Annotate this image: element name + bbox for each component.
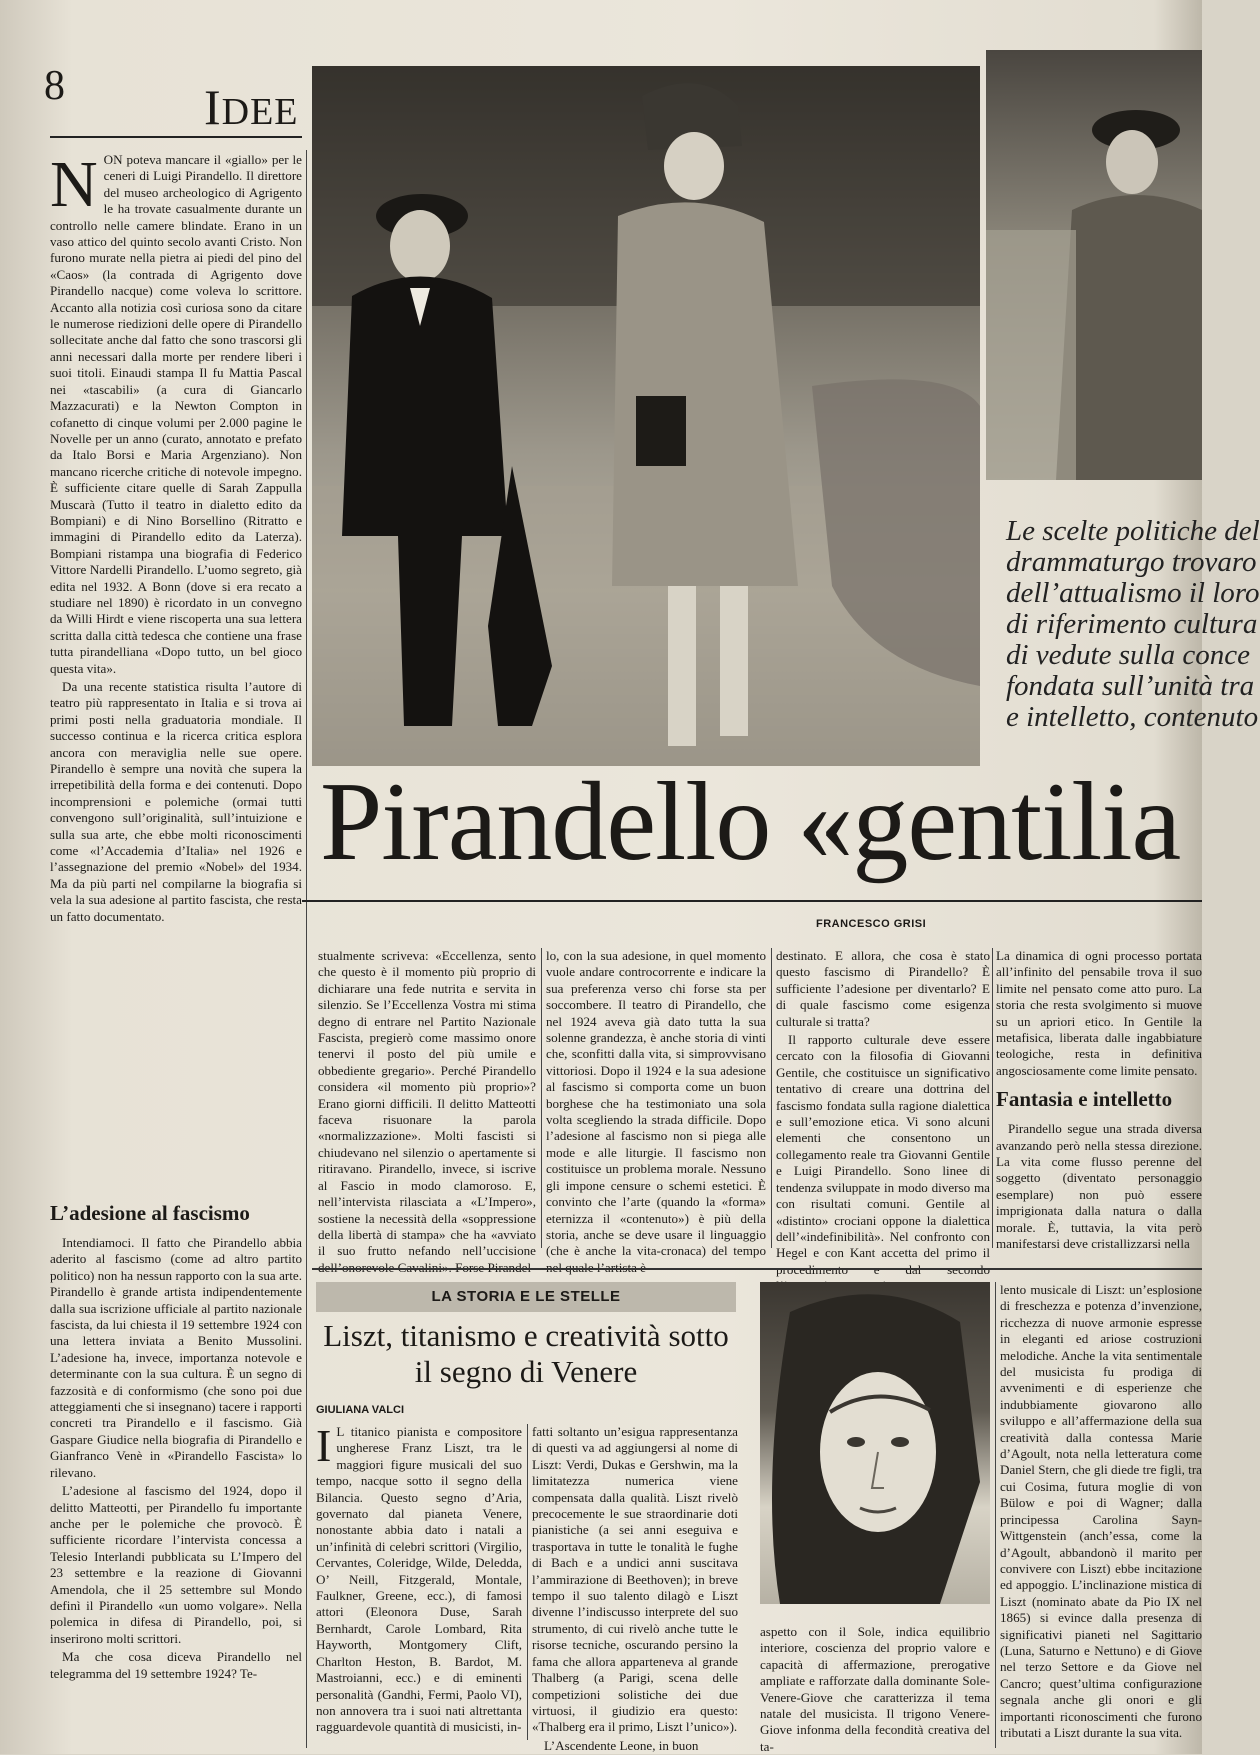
pull-quote-line: fondata sull’unità tra: [1006, 670, 1255, 702]
header-rule: [50, 136, 302, 138]
dropcap: N: [50, 148, 98, 221]
sidebar-kicker: LA STORIA E LE STELLE: [316, 1282, 736, 1312]
photo-illustration: [312, 66, 980, 766]
paragraph: La dinamica di ogni processo portata all’infinito del pensabile trova il suo limite nel pensato come atto puro. La storia che resta svolgimento si muove su un apriori etico. In Gentile la metafisica, liberata dalle ingabbiature teologiche, resta in definitiva angosciosamente come limite pensato.: [996, 948, 1202, 1078]
paragraph: destinato. E allora, che cosa è stato questo fascismo di Pirandello? È sufficiente l’adesione per diventarlo? E di quale fascismo come esigenza culturale si tratta?: [776, 948, 990, 1029]
paragraph: L titanico pianista e compositore ungherese Franz Liszt, tra le maggiori figure musicali del suo tempo, nacque sotto il segno della Bilancia. Questo segno d’Aria, governato dal pianeta Venere, nonostante abbia dato i natali a un’infinità di celebri scrittori (Virgilio, Cervantes, Coleridge, Wilde, Deledda, O’ Neill, Fitzgerald, Montale, Faulkner, Greene, ecc.), di famosi attori (Eleonora Duse, Sarah Bernhardt, Carole Lombard, Rita Hayworth, Montgomery Clift, Charlton Heston, B. Bardot, M. Mastroianni, ecc.) e di eminenti personalità (Gandhi, Fermi, Paolo VI), non annovera tra i suoi nati altrettanta ragguardevole quantità di musicisti, in-: [316, 1424, 522, 1735]
pull-quote-line: di vedute sulla conce: [1006, 639, 1250, 671]
sidebar-column-3: [760, 1624, 990, 1754]
sidebar-column-4: [1000, 1282, 1202, 1752]
pull-quote: [1006, 515, 1260, 733]
sidebar-title: Liszt, titanismo e creatività sotto il segno di Venere: [323, 1318, 729, 1389]
article-column-a: [318, 948, 536, 1259]
headline: Pirandello «gentilia: [320, 760, 1181, 884]
column-divider: [527, 1424, 528, 1740]
article-column-1: [50, 148, 302, 1200]
section-initial: I: [204, 79, 222, 135]
column-divider: [771, 948, 772, 1248]
column-divider: [541, 948, 542, 1248]
column-divider: [995, 1282, 996, 1748]
pull-quote-line: di riferimento cultura: [1006, 608, 1258, 640]
paragraph: Da una recente statistica risulta l’autore di teatro più rappresentato in Italia e si trova ai primi posti nella graduatoria mondiale. Il successo continua e la ricerca critica esplora ancora con meraviglia nelle sue opere. Pirandello è sempre una novità che supera la irrepetibilità della forma e dei contenuti. Dopo incomprensioni e polemiche (ormai tutti convengono sull’originalità, sull’intuizione e sulla sua arte, che ebbe molti riconoscimenti come «l’Accademia d’Italia» nel 1926 e l’assegnazione del premio «Nobel» del 1934. Ma da più parti nel compilarne la biografia si vela la sua adesione al partito fascista, che resta un fatto documentato.: [50, 679, 302, 924]
sidebar-column-1: [316, 1420, 522, 1740]
article-column-b: [546, 948, 766, 1259]
article-column-d: [996, 948, 1202, 1252]
paragraph: Il rapporto culturale deve essere cercato con la filosofia di Giovanni Gentile, che costituisce un significativo tentativo di creare una dottrina del fascismo fondata sulla ragione dialettica e sull’emozione etica. Vi sono alcuni elementi che consentono un collegamento reale tra Giovanni Gentile e Luigi Pirandello. Sono linee di tendenza sviluppate in modo diverso ma con risultati comuni. Gentile al «distinto» crociani oppone la dialettica dell’«indefinibilità». Nel confronto con Hegel e con Kant accetta del primo il: [776, 1032, 990, 1261]
paragraph: lo, con la sua adesione, in quel momento vuole andare controcorrente e indicare la sua preferenza verso chi forse sta per soccombere. Il teatro di Pirandello, che nel 1924 aveva già dato tutta la sua solenne grandezza, è anche storia di vinti che, sconfitti dalla vita, si simprovvisano vittoriosi. Dopo il 1924 e la sua adesione al fascismo si comporta come un buon borghese che ha testimoniato una sola volta scegliendo la strada difficile. Dopo l’adesione al fascismo non si piega alle mode e alle liturgie. Il fascismo non costituisce un problema morale. Nessuno gli impone censure o schemi estetici. È convinto che l’arte (quando la «forma» eternizza il «contenuto») è più della storia, anche se deve usare il linguaggio (che è anche la vita-cronaca) del tempo: [546, 948, 766, 1259]
page-number: 8: [44, 63, 65, 109]
pull-quote-line: dell’attualismo il loro: [1006, 577, 1260, 609]
article-column-c: [776, 948, 990, 1261]
subheading: Fantasia e intelletto: [996, 1087, 1173, 1112]
photo-pirandello-portrait: [986, 50, 1202, 480]
paragraph: Intendiamoci. Il fatto che Pirandello abbia aderito al fascismo (come ad altro partito politico) non ha nessun rapporto con la sua arte. Pirandello è grande artista indipendentemente dalla sua iscrizione ufficiale al partito nazionale fascista, da lui chiesta il 19 settembre 1924 con una lettera inviata a Benito Mussolini. L’adesione ha, invece, importanza notevole e determinante con la sua cultura. È un segno di fazzosità e di conformismo (che sono poi due atteggiamenti che si insegnano) tacere i rapporti concreti tra Pirandello e il fascismo. Già Gaspare Giudice nella biografia di Pirandello e Gianfranco Venè in «Pirandello Fascista» lo rilevano.: [50, 1235, 302, 1480]
sidebar-column-2: [532, 1424, 738, 1753]
sidebar-byline: GIULIANA VALCI: [316, 1404, 404, 1416]
photo-illustration: [986, 50, 1202, 480]
paragraph: lento musicale di Liszt: un’esplosione di freschezza e potenza d’invenzione, ricchezza di nuove armonie espresse in eleganti ed ariose costruzioni melodiche. Anche la vita sentimentale del musicista fu prodiga di avvenimenti e di esperienze che indubbiamente giovarono allo sviluppo e all’affermazione della sua creatività dalla contessa Marie d’Agoult, nota nella letteratura come Daniel Stern, che gli diede tre figli, tra cui Cosima, futura moglie di von Bülow e poi di Wagner; dalla principessa Carolina Sayn-Wittgenstein (anch’essa, come la d’Agoult, abbandonò il marito per convivere con Liszt) ebbe incitazione ed appoggio. L’inclinazione mistica di Liszt (nominato abate da Pio IX nel 1865) si evince dalla presenza di significativi pianeti nel Sagittario (Luna, Saturno e Nettuno) e di Giove nel terzo Settore e da Giove nel Cancro; quest’ultima configurazione segnala anche gli onori e gli importanti riconoscimenti che furono tributati a Liszt durante la sua vita.: [1000, 1282, 1202, 1740]
liszt-portrait: [760, 1282, 990, 1604]
paragraph: L’adesione al fascismo del 1924, dopo il delitto Matteotti, per Pirandello fu importante anche per le polemiche che provocò. È sufficiente ricordare l’intervista concessa a Telesio Interlandi pubblicata su L’Impero del 23 settembre e la reazione di Giovanni Amendola, che il 25 settembre sul Mondo definì il Pirandello «un uomo volgare». Nella polemica in difesa di Pirandello, poi, si inserirono molti scrittori.: [50, 1483, 302, 1646]
pull-quote-line: drammaturgo trovaro: [1006, 546, 1257, 578]
subheading: L’adesione al fascismo: [50, 1201, 250, 1225]
section-rest: DEE: [221, 91, 299, 133]
paragraph: fatti soltanto un’esigua rappresentanza di questi va ad aggiungersi al nome di Liszt: Verdi, Dukas e Gershwin, ma la limitatezza numerica viene compensata dalla qualità. Liszt rivelò precocemente le sue straordinarie doti pianistiche (a sei anni eseguiva e trasportava in tutte le tonalità le fughe di Bach e a undici anni suscitava l’ammirazione di Beethoven); in breve tempo il suo talento dilagò e Liszt divenne l’indiscusso interprete del suo strumento, di cui rivelò anche tutte le risorse tecniche, oscurando persino la fama che allora apparteneva al grande Thalberg (a Parigi, scena delle competizioni solistiche dei due virtuosi, il giudizio era questo: «Thalberg era il primo, Liszt l’unico»).: [532, 1424, 738, 1735]
paragraph: ON poteva mancare il «giallo» per le ceneri di Luigi Pirandello. Il direttore del museo archeologico di Agrigento le ha trovate casualmente durante un controllo nelle camere blindate. Erano in un vaso attico del quinto secolo avanti Cristo. Non furono murate nella pietra ai piedi del pino del «Caos» (la contrada di Agrigento dove Pirandello nacque) come voleva lo scrittore. Accanto alla notizia così curiosa sono da citare le numerose riedizioni delle opere di Pirandello sollecitate anche dal fatto che sono trascorsi gli anni necessari dalla morte per rendere liberi i suoi titoli. Einaudi stampa Il fu Mattia Pascal nei «tascabili» (a cura di Giancarlo Mazzacurati) e la Newton Compton in cofanetto di cinque volumi per 2.000 pagine le Novelle per un anno (curato, annotato e prefato da Italo Borsi e Maria Argenziano). Non mancano ricerche critiche di notevole impegno. È sufficiente citare quelle di Sarah Zappulla Muscarà (Tutto il teatro in dialetto edito da Bompiani) e di Nino Borsellino (Ritratto e immagini di Pirandello edito da Laterza). Bompiani ristampa una biografia di Federico Vittore Nardelli Pirandello. L’uomo segreto, già edita nel 1932. A Bonn (dove si era recato a studiare nel 1890) è ricordato in un convegno da Willi Hirdt e viene riscoperta una sua lettera scritta dalla città tedesca che contiene una frase tutta pirandelliana «Dopo tutto, un bel gioco questa vita».: [50, 152, 302, 676]
paragraph: Pirandello segue una strada diversa avanzando però nella stessa direzione. La vita come flusso perenne del soggetto (diventato personaggio esemplare) non può essere imprigionata dalla natura o dalla morale. È, tuttavia, la vita però manifestarsi deve cristallizzarsi nella: [996, 1121, 1202, 1252]
portrait-illustration: [760, 1282, 990, 1604]
article-column-1-lower: [50, 1193, 302, 1733]
paragraph: L’Ascendente Leone, in buon: [544, 1737, 699, 1753]
column-divider: [306, 150, 307, 900]
sidebar-rule: [312, 1268, 1202, 1270]
byline: FRANCESCO GRISI: [816, 918, 927, 930]
photo-pirandello-woman: [312, 66, 980, 766]
section-title: [204, 78, 299, 136]
headline-rule: [302, 900, 1202, 902]
paragraph: aspetto con il Sole, indica equilibrio interiore, coscienza del proprio valore e capacità di affermazione, prerogative ampliate e rafforzate dalla dominante Sole-Venere-Giove che caratterizza il tema natale del musicista. Il trigono Venere-Giove infonma della fecondità creativa del ta-: [760, 1624, 990, 1754]
paragraph: stualmente scriveva: «Eccellenza, sento che questo è il momento più proprio di dichiarare una fede nutrita e servita in silenzio. Se l’Eccellenza Vostra mi stima degno di entrare nel Partito Nazionale Fascista, pregierò come massimo onore tenervi il posto del più umile e obbediente gregario». Perché Pirandello considera «il momento più proprio»? Erano giorni difficili. Il delitto Matteotti faceva risuonare la parola «normalizzazione». Molti fascisti si chiudevano nel silenzio o apertamente si ritiravano. Pirandello, invece, si iscrive al Fascio in modo clamoroso. E, nell’intervista rilasciata a «L’Impero», sostiene la necessità della «soppressione della libertà di stampa» che ha «avviato il suo frutto nefando nell’uccisione: [318, 948, 536, 1259]
column-divider: [306, 902, 307, 1748]
column-divider: [992, 948, 993, 1248]
paragraph: Ma che cosa diceva Pirandello nel telegramma del 19 settembre 1924? Te-: [50, 1649, 302, 1681]
dropcap: I: [316, 1420, 332, 1471]
pull-quote-line: Le scelte politiche del: [1006, 515, 1260, 547]
pull-quote-line: e intelletto, contenuto: [1006, 701, 1259, 733]
